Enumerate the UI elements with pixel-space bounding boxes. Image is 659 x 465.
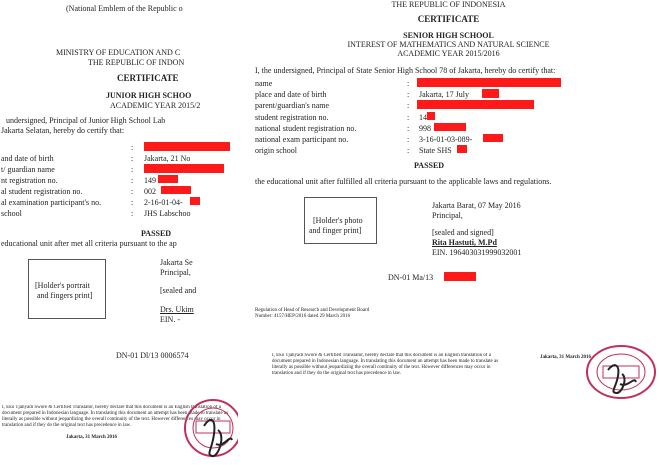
field-label-origin-school: origin school: [255, 146, 297, 155]
field-label-registration: student registration no.: [255, 113, 329, 122]
field-label-guardian: t/ guardian name: [1, 165, 55, 174]
criteria-text: the educational unit after fulfilled all criteria pursuant to the applicable laws and regulations.: [255, 177, 552, 186]
field-colon: :: [407, 90, 410, 99]
field-colon: :: [131, 143, 134, 152]
regulation-line-1: Regulation of Head of Research and Development Board: [255, 308, 370, 313]
field-colon: :: [131, 209, 134, 218]
redaction-origin-school: [457, 145, 467, 153]
principal-name: Rita Hastuti, M.Pd: [432, 238, 497, 247]
redaction-registration: [158, 175, 178, 183]
principal-ein: EIN. 196403031999032001: [432, 248, 522, 257]
republic-heading: THE REPUBLIC OF INDONESIA: [391, 0, 506, 9]
criteria-text: educational unit after met all criteria pursuant to the ap: [1, 239, 177, 248]
regulation-line-2: Number: 4157/HEP/2016 dated 29 March 2016: [255, 314, 351, 319]
document-number: DN-01 Ma/13: [388, 273, 434, 282]
redaction-name: [417, 78, 561, 87]
photo-label-line-1: [Holder's portrait: [35, 281, 90, 290]
field-colon: :: [131, 165, 134, 174]
photo-label-line-2: and fingers print]: [37, 291, 93, 300]
principal-ein: EIN. -: [160, 315, 180, 324]
redaction-document-number: [444, 272, 476, 281]
field-label-name: name: [255, 79, 273, 88]
redaction-exam-number: [190, 197, 200, 205]
field-label-registration: nt registration no.: [1, 176, 58, 185]
redaction-registration: [427, 112, 435, 120]
signer-role: Principal,: [160, 268, 191, 277]
field-label-birth: place and date of birth: [255, 90, 327, 99]
translator-note: I, Eko Tjahyadi Swore & Certified Translator, hereby declare that this document is an English translation of a document prepared in Indonesian language. In translating this document an attempt has been made to translate as literally as possible without jeopardizing the overall continuity of the text. However differences may occur in translation and if they do the original text has precedence in law.: [2, 405, 229, 428]
ministry-line-2: THE REPUBLIC OF INDON: [88, 58, 185, 67]
intro-text: I, the undersigned, Principal of State Senior High School 78 of Jakarta, hereby do certify that:: [255, 66, 556, 75]
certificate-title: CERTIFICATE: [117, 73, 179, 83]
sealed-note: [sealed and: [160, 286, 197, 295]
redaction-birth-year: [482, 89, 499, 98]
photo-label-line-1: [Holder's photo: [313, 216, 363, 225]
interest-heading: INTEREST OF MATHEMATICS AND NATURAL SCIENCE: [347, 40, 550, 49]
redaction-exam-number: [483, 134, 503, 142]
photo-label-line-2: and finger print]: [309, 226, 362, 235]
field-value-birth: Jakarta, 21 No: [144, 154, 191, 163]
intro-line-1: undersigned, Principal of Junior High School Lab: [6, 116, 166, 125]
field-colon: :: [131, 187, 134, 196]
field-label-guardian: parent/guardian's name: [255, 101, 330, 110]
field-colon: :: [407, 135, 410, 144]
passed-heading: PASSED: [141, 229, 172, 238]
signing-place-date: Jakarta Barat, 07 May 2016: [432, 201, 521, 210]
document-number: DN-01 Dl/13 0006574: [116, 351, 189, 360]
redaction-guardian: [144, 164, 224, 173]
certificate-title: CERTIFICATE: [417, 14, 480, 24]
passed-heading: PASSED: [414, 161, 445, 170]
translator-signature: [602, 360, 642, 396]
redaction-national-registration: [161, 186, 191, 194]
field-value-origin-school: JHS Labschoo: [144, 209, 191, 218]
field-colon: :: [131, 154, 134, 163]
field-value-national-registration: 998: [419, 124, 431, 133]
field-colon: :: [131, 176, 134, 185]
photo-box: [28, 259, 106, 319]
field-colon: :: [407, 101, 410, 110]
field-colon: :: [407, 79, 410, 88]
academic-year: ACADEMIC YEAR 2015/2: [110, 101, 201, 110]
field-value-registration: 149: [144, 176, 156, 185]
field-label-exam-number: al examination participant's no.: [1, 198, 102, 207]
translator-date: Jakarta, 31 March 2016: [540, 355, 592, 360]
academic-year: ACADEMIC YEAR 2015/2016: [397, 49, 500, 58]
field-label-national-registration: national student registration no.: [255, 124, 357, 133]
field-colon: :: [407, 124, 410, 133]
field-label-origin-school: school: [1, 209, 22, 218]
field-value-exam-number: 3-16-01-03-089-: [419, 135, 473, 144]
field-label-national-registration: al student registration no.: [1, 187, 83, 196]
signer-role: Principal,: [432, 211, 463, 220]
redaction-name: [144, 142, 230, 151]
translator-date: Jakarta, 31 March 2016: [66, 435, 118, 440]
redaction-national-registration: [434, 123, 466, 131]
field-colon: :: [131, 198, 134, 207]
field-value-national-registration: 002: [144, 187, 156, 196]
field-colon: :: [407, 146, 410, 155]
ministry-line-1: MINISTRY OF EDUCATION AND C: [56, 48, 181, 57]
field-value-origin-school: State SHS: [419, 146, 452, 155]
school-heading: JUNIOR HIGH SCHOO: [106, 91, 192, 100]
field-colon: :: [407, 113, 410, 122]
field-label-birth: and date of birth: [1, 154, 54, 163]
field-value-exam-number: 2-16-01-04-: [144, 198, 183, 207]
field-label-exam-number: national exam participant no.: [255, 135, 349, 144]
sealed-note: [sealed and signed]: [432, 228, 494, 237]
field-value-birth: Jakarta, 17 July: [419, 90, 469, 99]
principal-name: Drs. Ukim: [160, 305, 194, 314]
emblem-note: (National Emblem of the Republic o: [66, 4, 183, 13]
signing-place: Jakarta Se: [160, 258, 193, 267]
intro-line-2: Jakarta Selatan, hereby do certify that:: [1, 126, 125, 135]
junior-certificate-page: [0, 0, 238, 465]
field-value-registration: 14: [419, 113, 427, 122]
senior-certificate-page: [238, 0, 659, 465]
translator-note: I, Eko Tjahyadi Swore & Certified Translator, hereby declare that this document is an English translation of a document prepared in Indonesian language. In translating this document an attempt has been made to translate as literally as possible without jeopardizing the overall continuity of the text. However differences may occur in translation and if they do the original text has precedence in law.: [272, 353, 499, 376]
translator-signature: [196, 414, 236, 460]
redaction-guardian: [417, 100, 534, 109]
photo-box: [304, 197, 377, 244]
school-heading: SENIOR HIGH SCHOOL: [403, 31, 494, 40]
